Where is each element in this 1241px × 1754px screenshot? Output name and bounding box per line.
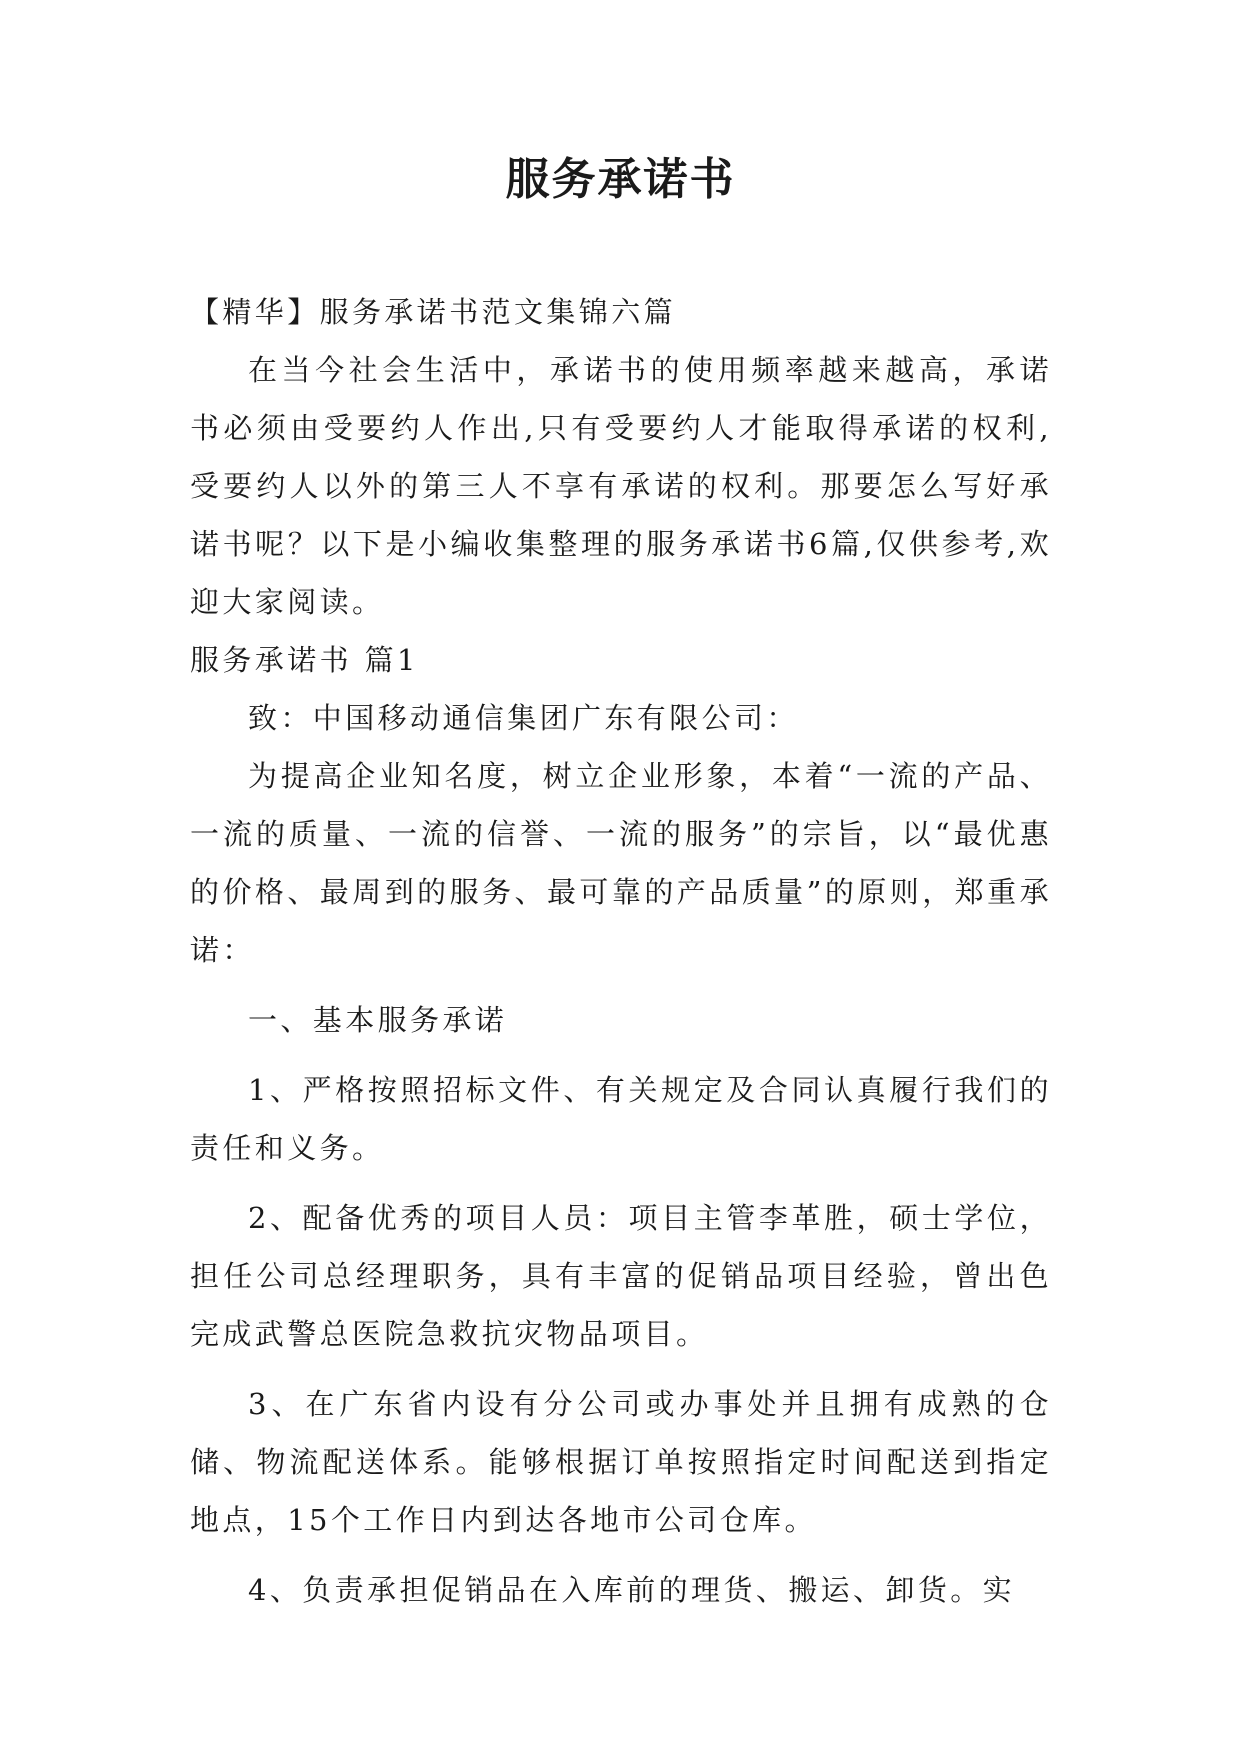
subheading: 一、基本服务承诺 — [248, 1003, 508, 1037]
document-body — [190, 283, 1052, 1619]
page-title: 服务承诺书 — [505, 154, 736, 205]
list-item: 3、在广东省内设有分公司或办事处并且拥有成熟的仓储、物流配送体系。能够根据订单按照指定时间配送到指定地点，15个工作日内到达各地市公司仓库。 — [190, 1387, 1052, 1537]
document-subtitle: 【精华】服务承诺书范文集锦六篇 — [190, 295, 677, 329]
section-heading: 服务承诺书 篇1 — [190, 643, 419, 677]
list-item: 1、严格按照招标文件、有关规定及合同认真履行我们的责任和义务。 — [190, 1073, 1052, 1165]
list-item: 2、配备优秀的项目人员：项目主管李革胜，硕士学位，担任公司总经理职务，具有丰富的促销品项目经验，曾出色完成武警总医院急救抗灾物品项目。 — [190, 1201, 1052, 1351]
addressee-line: 致：中国移动通信集团广东有限公司： — [248, 701, 799, 735]
preamble-paragraph: 为提高企业知名度，树立企业形象，本着“一流的产品、一流的质量、一流的信誉、一流的服务”的宗旨，以“最优惠的价格、最周到的服务、最可靠的产品质量”的原则，郑重承诺： — [190, 759, 1052, 967]
intro-paragraph: 在当今社会生活中，承诺书的使用频率越来越高，承诺书必须由受要约人作出,只有受要约人才能取得承诺的权利,受要约人以外的第三人不享有承诺的权利。那要怎么写好承诺书呢？以下是小编收集整理的服务承诺书6篇,仅供参考,欢迎大家阅读。 — [190, 353, 1052, 619]
list-item: 4、负责承担促销品在入库前的理货、搬运、卸货。实 — [248, 1573, 1016, 1607]
